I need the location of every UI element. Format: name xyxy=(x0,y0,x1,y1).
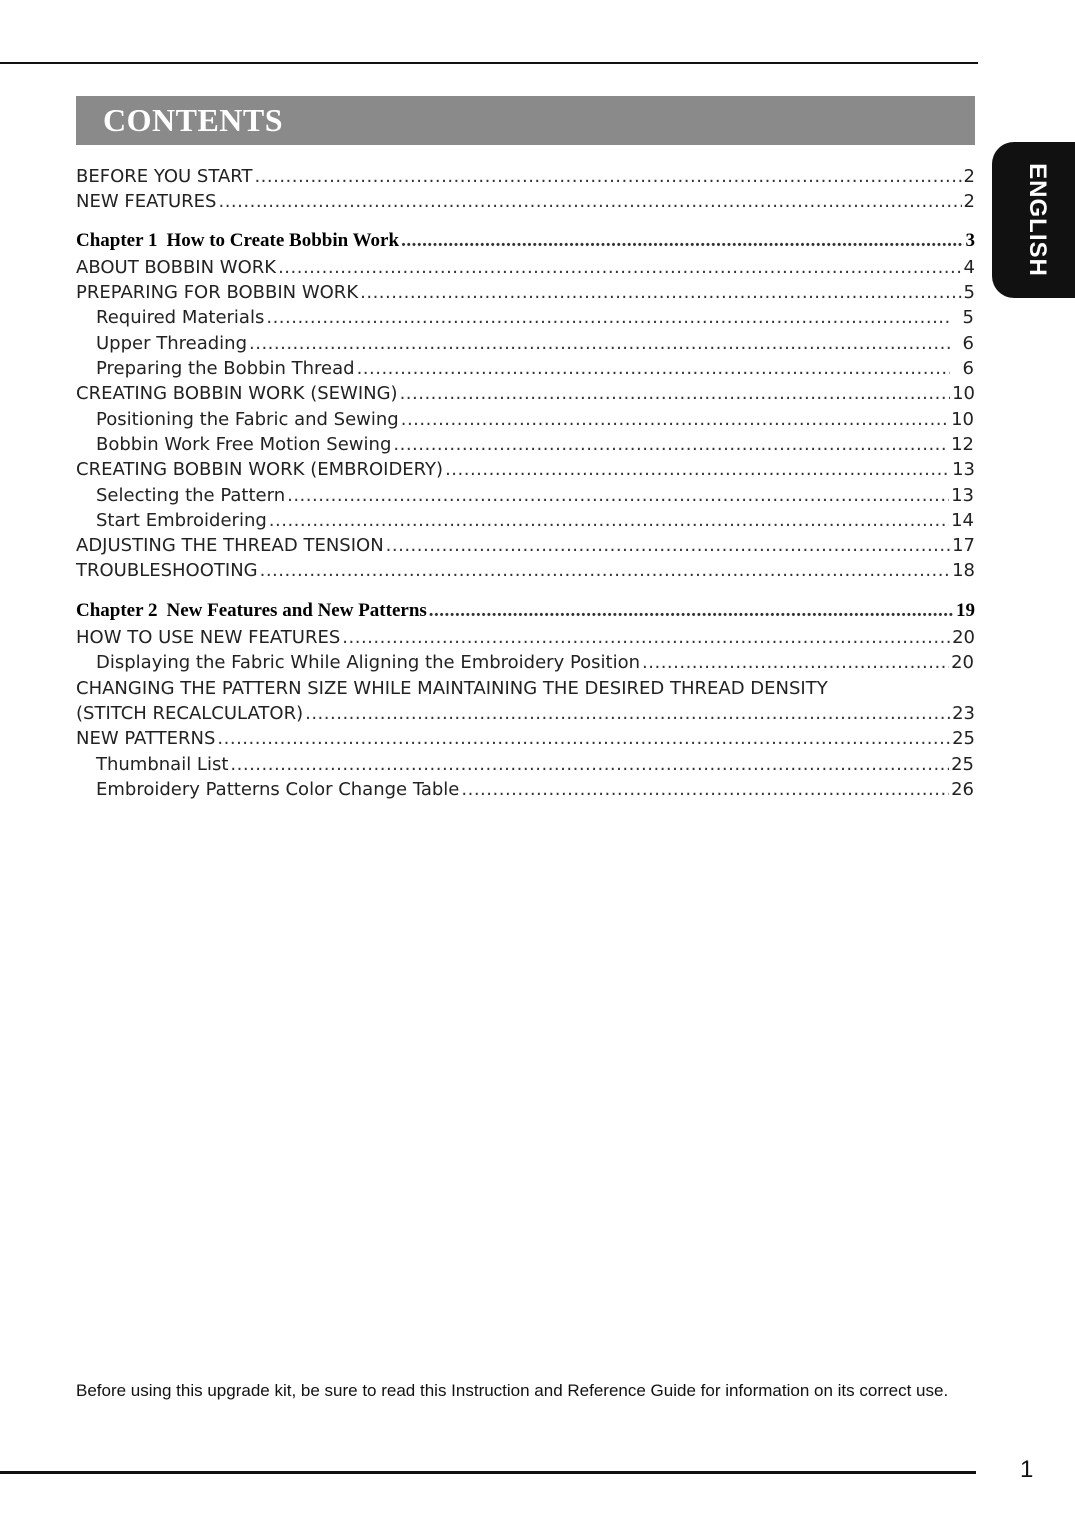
dot-leader xyxy=(393,432,949,457)
toc-page-number: 17 xyxy=(952,535,975,557)
toc-entry-row[interactable] xyxy=(76,558,975,583)
toc-page-number: 26 xyxy=(951,778,974,800)
toc-subentry-row[interactable] xyxy=(76,432,975,457)
contents-header-bar xyxy=(76,96,975,145)
dot-leader xyxy=(357,356,950,381)
toc-page-number: 6 xyxy=(962,358,974,380)
toc-entry-title: HOW TO USE NEW FEATURES xyxy=(76,627,341,649)
toc-subentry-row[interactable] xyxy=(76,777,975,802)
toc-entry-row[interactable] xyxy=(76,255,975,280)
toc-entry-title: Embroidery Patterns Color Change Table xyxy=(96,778,460,800)
toc-subentry-row[interactable] xyxy=(76,483,975,508)
toc-entry-title: Start Embroidering xyxy=(96,509,267,531)
toc-page-number: 23 xyxy=(952,702,975,724)
toc-page-number: 18 xyxy=(952,560,975,582)
dot-leader xyxy=(266,305,950,330)
toc-entry-title: TROUBLESHOOTING xyxy=(76,560,258,582)
toc-entry-title: Preparing the Bobbin Thread xyxy=(96,358,355,380)
dot-leader xyxy=(642,650,949,675)
toc-entry-title: Selecting the Pattern xyxy=(96,484,286,506)
toc-page-number: 13 xyxy=(952,459,975,481)
toc-entry-row[interactable] xyxy=(76,457,975,482)
dot-leader xyxy=(360,280,961,305)
dot-leader xyxy=(342,625,950,650)
dot-leader xyxy=(218,189,961,214)
toc-entry-row[interactable] xyxy=(76,381,975,406)
toc-page-number: 13 xyxy=(951,484,974,506)
dot-leader xyxy=(401,228,963,253)
toc-entry-title: PREPARING FOR BOBBIN WORK xyxy=(76,282,359,304)
table-of-contents xyxy=(76,164,975,802)
toc-page-number: 20 xyxy=(951,652,974,674)
toc-entry-title: CREATING BOBBIN WORK (SEWING) xyxy=(76,383,398,405)
toc-subentry-row[interactable] xyxy=(76,752,975,777)
dot-leader xyxy=(249,331,950,356)
toc-chapter-row[interactable] xyxy=(76,598,975,623)
chapter-number: Chapter 2 xyxy=(76,599,158,621)
toc-page-number: 25 xyxy=(951,753,974,775)
dot-leader xyxy=(217,726,950,751)
toc-entry-row[interactable] xyxy=(76,533,975,558)
toc-page-number: 2 xyxy=(963,191,975,213)
toc-page-number: 6 xyxy=(962,332,974,354)
dot-leader xyxy=(287,483,949,508)
toc-page-number: 3 xyxy=(965,229,975,251)
bottom-rule xyxy=(0,1471,976,1474)
toc-subentry-row[interactable] xyxy=(76,650,975,675)
toc-entry-title: Upper Threading xyxy=(96,332,247,354)
toc-entry-title: Thumbnail List xyxy=(96,753,229,775)
dot-leader xyxy=(461,777,949,802)
dot-leader xyxy=(305,701,950,726)
toc-subentry-row[interactable] xyxy=(76,331,975,356)
toc-page-number: 20 xyxy=(952,627,975,649)
toc-page-number: 10 xyxy=(951,408,974,430)
toc-entry-row[interactable] xyxy=(76,701,975,726)
footer-note: Before using this upgrade kit, be sure to read this Instruction and Reference Guide for information on its correct use. xyxy=(76,1381,949,1400)
toc-subentry-row[interactable] xyxy=(76,305,975,330)
toc-entry-row[interactable] xyxy=(76,189,975,214)
toc-page-number: 19 xyxy=(956,599,975,621)
chapter-title: New Features and New Patterns xyxy=(166,599,427,621)
dot-leader xyxy=(254,164,961,189)
toc-entry-row[interactable] xyxy=(76,625,975,650)
toc-entry-row[interactable] xyxy=(76,164,975,189)
toc-subentry-row[interactable] xyxy=(76,508,975,533)
toc-page-number: 5 xyxy=(963,282,975,304)
chapter-title: How to Create Bobbin Work xyxy=(166,229,400,251)
toc-entry-title: CREATING BOBBIN WORK (EMBROIDERY) xyxy=(76,459,444,481)
toc-page-number: 25 xyxy=(952,728,975,750)
page-number: 1 xyxy=(1020,1456,1034,1483)
toc-entry-title: ADJUSTING THE THREAD TENSION xyxy=(76,535,384,557)
dot-leader xyxy=(401,407,949,432)
toc-entry-title: (STITCH RECALCULATOR) xyxy=(76,702,304,724)
toc-page-number: 4 xyxy=(963,256,975,278)
toc-entry-title: BEFORE YOU START xyxy=(76,166,253,187)
toc-entry-title: NEW PATTERNS xyxy=(76,728,216,750)
language-tab-label: ENGLISH xyxy=(1024,163,1051,277)
toc-page-number: 10 xyxy=(952,383,975,405)
toc-page-number: 5 xyxy=(962,307,974,329)
dot-leader xyxy=(230,752,949,777)
top-rule xyxy=(0,62,978,64)
dot-leader xyxy=(278,255,961,280)
toc-page-number: 2 xyxy=(963,166,975,187)
toc-page-number: 12 xyxy=(951,433,974,455)
language-tab xyxy=(992,142,1075,298)
toc-entry-title: NEW FEATURES xyxy=(76,191,217,213)
chapter-number: Chapter 1 xyxy=(76,229,158,251)
toc-entry-title: ABOUT BOBBIN WORK xyxy=(76,256,277,278)
toc-subentry-row[interactable] xyxy=(76,407,975,432)
dot-leader xyxy=(400,381,951,406)
toc-subentry-row[interactable] xyxy=(76,356,975,381)
toc-entry-title: Positioning the Fabric and Sewing xyxy=(96,408,399,430)
toc-heading-line: CHANGING THE PATTERN SIZE WHILE MAINTAINING THE DESIRED THREAD DENSITY xyxy=(76,677,828,699)
dot-leader xyxy=(260,558,950,583)
dot-leader xyxy=(269,508,949,533)
toc-entry-row[interactable] xyxy=(76,726,975,751)
dot-leader xyxy=(386,533,950,558)
toc-entry-title xyxy=(76,228,399,253)
toc-entry-title: Required Materials xyxy=(96,307,265,329)
toc-entry-title: Bobbin Work Free Motion Sewing xyxy=(96,433,392,455)
toc-entry-title: Displaying the Fabric While Aligning the Embroidery Position xyxy=(96,652,641,674)
toc-page-number: 14 xyxy=(951,509,974,531)
toc-entry-title xyxy=(76,598,427,623)
toc-entry-row[interactable] xyxy=(76,280,975,305)
dot-leader xyxy=(429,598,954,623)
dot-leader xyxy=(445,457,950,482)
toc-chapter-row[interactable] xyxy=(76,228,975,253)
page-title: CONTENTS xyxy=(103,102,284,138)
